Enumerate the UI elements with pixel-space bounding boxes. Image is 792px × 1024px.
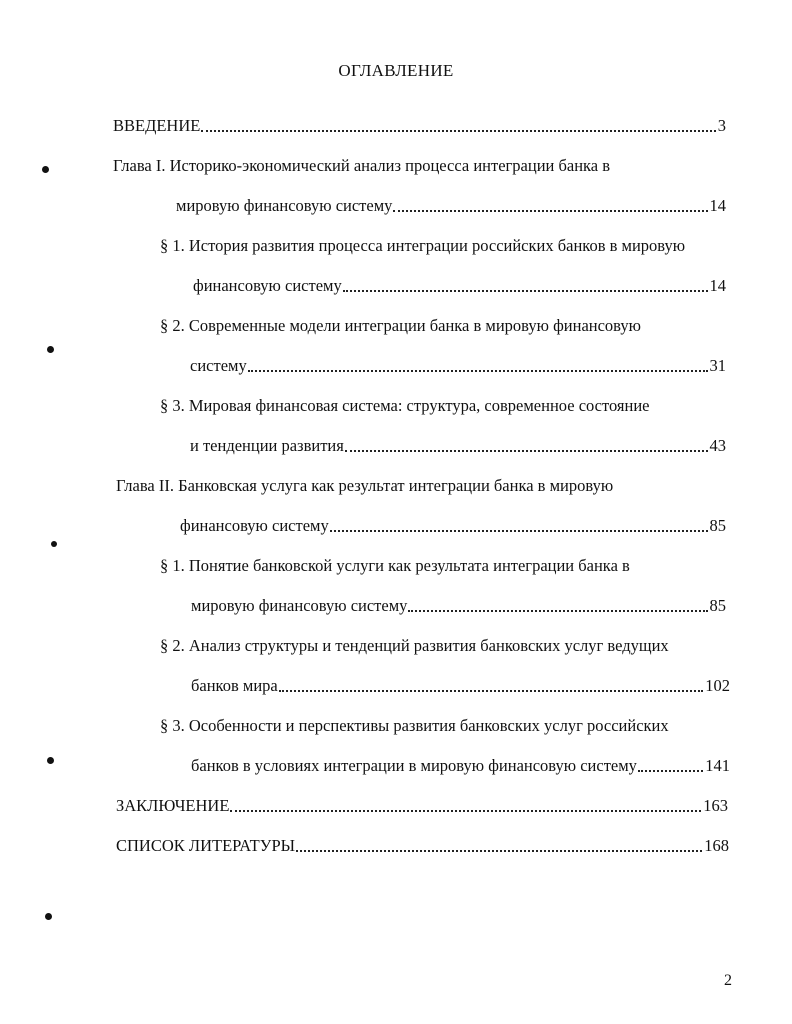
toc-entry-text: банков в условиях интеграции в мировую финансовую систему: [191, 756, 637, 775]
dot-leader: [638, 770, 703, 772]
toc-section-2-2-title[interactable]: § 2. Анализ структуры и тенденций развития банковских услуг ведущих: [160, 636, 669, 655]
toc-entry-text: банков мира: [191, 676, 278, 695]
dot-leader: [393, 210, 707, 212]
dot-leader: [248, 370, 708, 372]
toc-entry-section-1-2[interactable]: [190, 356, 726, 376]
scan-mark: [47, 757, 54, 764]
toc-entry-section-2-3[interactable]: [191, 756, 730, 776]
toc-entry-text: мировую финансовую систему: [191, 596, 408, 615]
scan-mark: [45, 913, 52, 920]
toc-page-number: 141: [705, 756, 730, 775]
toc-page-number: 163: [703, 796, 728, 815]
toc-page-number: 85: [709, 516, 726, 535]
toc-entry-section-1-3[interactable]: [190, 436, 726, 456]
toc-section-1-3-title[interactable]: § 3. Мировая финансовая система: структура, современное состояние: [160, 396, 650, 415]
toc-page-number: 43: [709, 436, 726, 455]
toc-page-number: 168: [704, 836, 729, 855]
toc-entry-text: ЗАКЛЮЧЕНИЕ: [116, 796, 230, 815]
scan-mark: [42, 166, 49, 173]
toc-chapter-1-title[interactable]: Глава I. Историко-экономический анализ процесса интеграции банка в: [113, 156, 611, 175]
toc-entry-text: и тенденции развития: [190, 436, 344, 455]
toc-section-2-3-title[interactable]: § 3. Особенности и перспективы развития банковских услуг российских: [160, 716, 669, 735]
scan-mark: [51, 541, 57, 547]
dot-leader: [230, 810, 701, 812]
dot-leader: [201, 130, 715, 132]
toc-entry-conclusion[interactable]: [116, 796, 728, 816]
toc-entry-section-2-2[interactable]: [191, 676, 730, 696]
dot-leader: [330, 530, 708, 532]
toc-entry-text: финансовую систему: [193, 276, 342, 295]
toc-heading: ОГЛАВЛЕНИЕ: [338, 61, 454, 80]
dot-leader: [408, 610, 707, 612]
dot-leader: [343, 290, 708, 292]
toc-section-1-1-title[interactable]: § 1. История развития процесса интеграции российских банков в мировую: [160, 236, 686, 255]
toc-entry-bibliography[interactable]: [116, 836, 729, 856]
dot-leader: [296, 850, 702, 852]
toc-entry-text: СПИСОК ЛИТЕРАТУРЫ: [116, 836, 296, 855]
toc-entry-section-1-1[interactable]: [193, 276, 726, 296]
toc-entry-text: ВВЕДЕНИЕ: [113, 116, 201, 135]
dot-leader: [279, 690, 704, 692]
toc-page-number: 14: [709, 276, 726, 295]
toc-entry-chapter-2[interactable]: [180, 516, 726, 536]
toc-entry-text: мировую финансовую систему: [176, 196, 393, 215]
toc-page-number: 14: [709, 196, 726, 215]
page-number: 2: [724, 972, 732, 989]
toc-page-number: 31: [709, 356, 726, 375]
toc-page-number: 3: [717, 116, 726, 135]
toc-entry-text: систему: [190, 356, 247, 375]
scan-mark: [47, 346, 54, 353]
toc-entry-chapter-1[interactable]: [176, 196, 726, 216]
toc-entry-text: финансовую систему: [180, 516, 329, 535]
toc-page-number: 85: [709, 596, 726, 615]
toc-section-2-1-title[interactable]: § 1. Понятие банковской услуги как результата интеграции банка в: [160, 556, 630, 575]
toc-chapter-2-title[interactable]: Глава II. Банковская услуга как результат интеграции банка в мировую: [116, 476, 614, 495]
toc-entry-intro[interactable]: [113, 116, 726, 136]
toc-entry-section-2-1[interactable]: [191, 596, 726, 616]
dot-leader: [345, 450, 708, 452]
toc-section-1-2-title[interactable]: § 2. Современные модели интеграции банка в мировую финансовую: [160, 316, 641, 335]
toc-page-number: 102: [705, 676, 730, 695]
